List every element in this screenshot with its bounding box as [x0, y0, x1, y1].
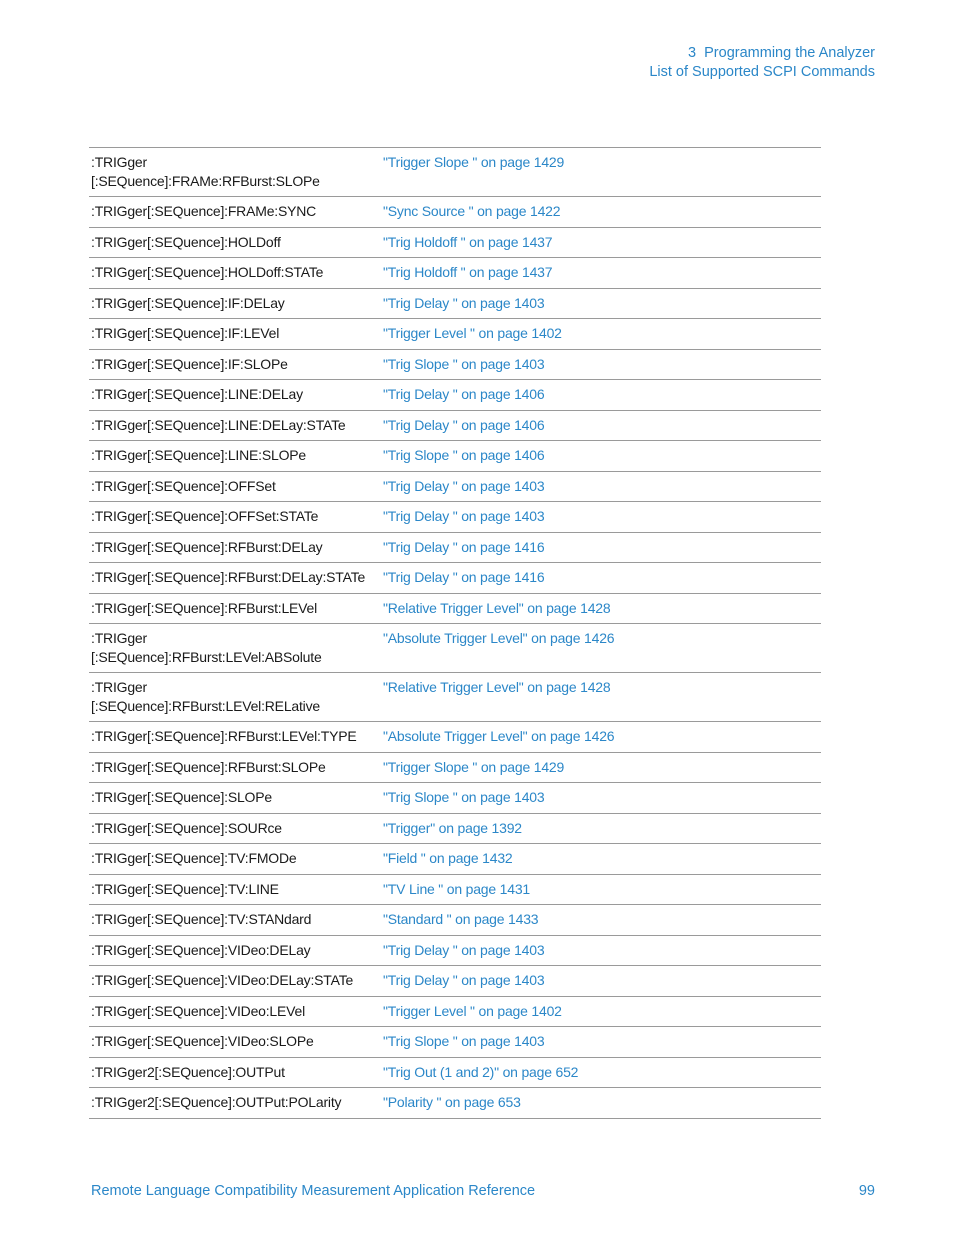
cross-reference-link[interactable]: "Trig Slope " on page 1406 [383, 447, 545, 463]
page-number: 99 [858, 1183, 875, 1199]
table-row [89, 814, 821, 845]
table-row [89, 441, 821, 472]
table-row [89, 594, 821, 625]
cross-reference-link[interactable]: "TV Line " on page 1431 [383, 880, 531, 897]
table-row [89, 563, 821, 594]
cross-reference-link[interactable]: "Trig Delay " on page 1416 [383, 569, 545, 585]
cross-reference-link[interactable]: "Polarity " on page 653 [383, 1094, 521, 1110]
scpi-command: :TRIGger[:SEQuence]:OFFSet [91, 477, 276, 494]
cross-reference-link[interactable]: "Trig Delay " on page 1403 [383, 941, 545, 958]
cross-reference-link[interactable]: "Trigger Level " on page 1402 [383, 325, 562, 341]
scpi-command: :TRIGger[:SEQuence]:FRAMe:SYNC [91, 203, 317, 219]
cross-reference-link[interactable]: "Trig Delay " on page 1403 [383, 294, 545, 311]
table-row [89, 319, 821, 350]
scpi-command: :TRIGger[:SEQuence]:IF:SLOPe [91, 355, 288, 372]
table-row [89, 258, 821, 289]
cross-reference-link[interactable]: "Trigger Slope " on page 1429 [383, 154, 565, 170]
scpi-command: :TRIGger [:SEQuence]:FRAMe:RFBurst:SLOPe [91, 154, 320, 189]
table-row [89, 905, 821, 936]
scpi-command: :TRIGger[:SEQuence]:RFBurst:DELay [91, 538, 323, 555]
table-row [89, 997, 821, 1028]
scpi-command: :TRIGger[:SEQuence]:VIDeo:DELay [91, 941, 311, 958]
scpi-command: :TRIGger [:SEQuence]:RFBurst:LEVel:ABSolute [91, 630, 322, 665]
table-row [89, 1088, 821, 1119]
scpi-command: :TRIGger[:SEQuence]:SLOPe [91, 789, 272, 805]
cross-reference-link[interactable]: "Trigger Slope " on page 1429 [383, 758, 565, 775]
cross-reference-link[interactable]: "Sync Source " on page 1422 [383, 203, 561, 219]
cross-reference-link[interactable]: "Trig Slope " on page 1403 [383, 1033, 545, 1049]
table-row [89, 502, 821, 533]
document-title: Remote Language Compatibility Measurement Application Reference [91, 1183, 536, 1199]
table-row [89, 472, 821, 503]
scpi-command: :TRIGger[:SEQuence]:TV:STANdard [91, 911, 312, 927]
cross-reference-link[interactable]: "Trig Holdoff " on page 1437 [383, 264, 553, 280]
cross-reference-link[interactable]: "Trig Delay " on page 1403 [383, 972, 545, 988]
cross-reference-link[interactable]: "Trig Holdoff " on page 1437 [383, 233, 553, 250]
scpi-command: :TRIGger[:SEQuence]:HOLDoff:STATe [91, 264, 324, 280]
table-row [89, 624, 821, 673]
table-row [89, 673, 821, 722]
table-row [89, 1058, 821, 1089]
scpi-command: :TRIGger[:SEQuence]:RFBurst:LEVel:TYPE [91, 728, 357, 744]
table-row [89, 533, 821, 564]
page-footer [91, 1183, 875, 1199]
scpi-command: :TRIGger [:SEQuence]:RFBurst:LEVel:RELative [91, 679, 320, 714]
table-row [89, 1027, 821, 1058]
cross-reference-link[interactable]: "Trigger Level " on page 1402 [383, 1002, 562, 1019]
scpi-command: :TRIGger[:SEQuence]:VIDeo:SLOPe [91, 1033, 314, 1049]
scpi-command: :TRIGger[:SEQuence]:LINE:DELay:STATe [91, 416, 346, 433]
cross-reference-link[interactable]: "Trig Slope " on page 1403 [383, 789, 545, 805]
cross-reference-link[interactable]: "Trig Delay " on page 1403 [383, 508, 545, 524]
scpi-command: :TRIGger[:SEQuence]:RFBurst:DELay:STATe [91, 569, 366, 585]
table-row [89, 148, 821, 197]
cross-reference-link[interactable]: "Relative Trigger Level" on page 1428 [383, 679, 611, 695]
table-row [89, 844, 821, 875]
scpi-command: :TRIGger[:SEQuence]:OFFSet:STATe [91, 508, 319, 524]
scpi-command: :TRIGger[:SEQuence]:IF:LEVel [91, 325, 280, 341]
chapter-title: 3 Programming the Analyzer [688, 45, 875, 61]
cross-reference-link[interactable]: "Field " on page 1432 [383, 850, 513, 866]
scpi-command: :TRIGger[:SEQuence]:RFBurst:LEVel [91, 599, 318, 616]
table-row [89, 753, 821, 784]
table-row [89, 197, 821, 228]
scpi-command: :TRIGger2[:SEQuence]:OUTPut:POLarity [91, 1094, 342, 1110]
scpi-command: :TRIGger[:SEQuence]:VIDeo:LEVel [91, 1002, 306, 1019]
scpi-command: :TRIGger[:SEQuence]:IF:DELay [91, 294, 285, 311]
table-row [89, 936, 821, 967]
scpi-command: :TRIGger[:SEQuence]:VIDeo:DELay:STATe [91, 972, 354, 988]
scpi-command: :TRIGger[:SEQuence]:SOURce [91, 819, 282, 836]
cross-reference-link[interactable]: "Standard " on page 1433 [383, 911, 539, 927]
cross-reference-link[interactable]: "Trig Delay " on page 1403 [383, 477, 545, 494]
table-row [89, 380, 821, 411]
table-row [89, 722, 821, 753]
cross-reference-link[interactable]: "Relative Trigger Level" on page 1428 [383, 599, 611, 616]
cross-reference-link[interactable]: "Trigger" on page 1392 [383, 819, 522, 836]
cross-reference-link[interactable]: "Absolute Trigger Level" on page 1426 [383, 728, 615, 744]
scpi-command: :TRIGger[:SEQuence]:TV:LINE [91, 880, 279, 897]
table-row [89, 289, 821, 320]
scpi-command: :TRIGger[:SEQuence]:RFBurst:SLOPe [91, 758, 326, 775]
table-row [89, 966, 821, 997]
section-title: List of Supported SCPI Commands [649, 64, 875, 80]
table-row [89, 875, 821, 906]
table-row [89, 411, 821, 442]
cross-reference-link[interactable]: "Trig Delay " on page 1406 [383, 416, 545, 433]
table-row [89, 783, 821, 814]
table-row [89, 228, 821, 259]
scpi-command: :TRIGger2[:SEQuence]:OUTPut [91, 1063, 285, 1080]
page-header [649, 44, 875, 82]
cross-reference-link[interactable]: "Trig Delay " on page 1416 [383, 538, 545, 555]
scpi-command: :TRIGger[:SEQuence]:TV:FMODe [91, 850, 297, 866]
scpi-command: :TRIGger[:SEQuence]:LINE:SLOPe [91, 447, 306, 463]
table-row [89, 350, 821, 381]
cross-reference-link[interactable]: "Trig Delay " on page 1406 [383, 386, 545, 402]
scpi-command: :TRIGger[:SEQuence]:LINE:DELay [91, 386, 303, 402]
scpi-command-table [89, 147, 821, 1119]
cross-reference-link[interactable]: "Trig Slope " on page 1403 [383, 355, 545, 372]
cross-reference-link[interactable]: "Absolute Trigger Level" on page 1426 [383, 630, 615, 646]
cross-reference-link[interactable]: "Trig Out (1 and 2)" on page 652 [383, 1063, 579, 1080]
scpi-command: :TRIGger[:SEQuence]:HOLDoff [91, 233, 281, 250]
